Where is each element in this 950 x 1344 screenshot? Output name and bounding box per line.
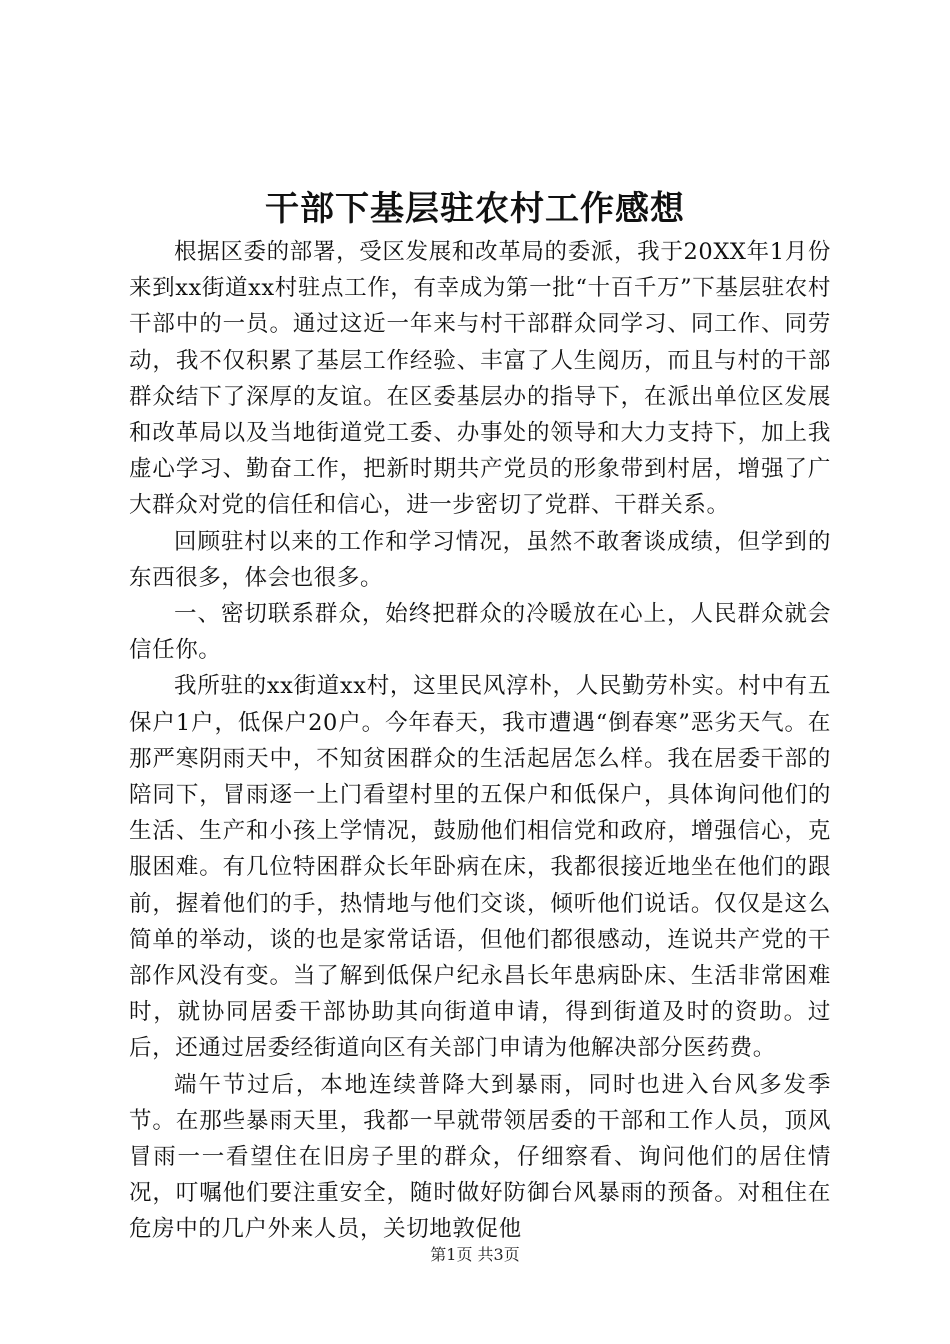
paragraph-3-section-heading: 一、密切联系群众，始终把群众的冷暖放在心上，人民群众就会信任你。 (129, 601, 831, 664)
page-footer: 第1页 共3页 (430, 1245, 520, 1264)
paragraph-4: 我所驻的xx街道xx村，这里民风淳朴，人民勤劳朴实。村中有五保户1户，低保户20户。今年春天，我市遭遇“倒春寒”恶劣天气。在那严寒阴雨天中，不知贫困群众的生活起居怎么样。我在居委干部的陪同下，冒雨逐一上门看望村里的五保户和低保户，具体询问他们的生活、生产和小孩上学情况，鼓励他们相信党和政府，增强信心，克服困难。有几位特困群众长年卧病在床，我都很接近地坐在他们的跟前，握着他们的手，热情地与他们交谈，倾听他们说话。仅仅是这么简单的举动，谈的也是家常话语，但他们都很感动，连说共产党的干部作风没有变。当了解到低保户纪永昌长年患病卧床、生活非常困难时，就协同居委干部协助其向街道申请，得到街道及时的资助。过后，还通过居委经街道向区有关部门申请为他解决部分医药费。 (129, 673, 831, 1062)
document-body (129, 234, 831, 1248)
paragraph-1: 根据区委的部署，受区发展和改革局的委派，我于20XX年1月份来到xx街道xx村驻点工作，有幸成为第一批“十百千万”下基层驻农村干部中的一员。通过这近一年来与村干部群众同学习、同工作、同劳动，我不仅积累了基层工作经验、丰富了人生阅历，而且与村的干部群众结下了深厚的友谊。在区委基层办的指导下，在派出单位区发展和改革局以及当地街道党工委、办事处的领导和大力支持下，加上我虚心学习、勤奋工作，把新时期共产党员的形象带到村居，增强了广大群众对党的信任和信心，进一步密切了党群、干群关系。 (129, 239, 831, 519)
paragraph-2: 回顾驻村以来的工作和学习情况，虽然不敢奢谈成绩，但学到的东西很多，体会也很多。 (129, 528, 831, 591)
paragraph-5: 端午节过后，本地连续普降大到暴雨，同时也进入台风多发季节。在那些暴雨天里，我都一早就带领居委的干部和工作人员，顶风冒雨一一看望住在旧房子里的群众，仔细察看、询问他们的居住情况，叮嘱他们要注重安全，随时做好防御台风暴雨的预备。对租住在危房中的几户外来人员，关切地敦促他 (129, 1071, 831, 1243)
document-title: 干部下基层驻农村工作感想 (265, 189, 685, 229)
